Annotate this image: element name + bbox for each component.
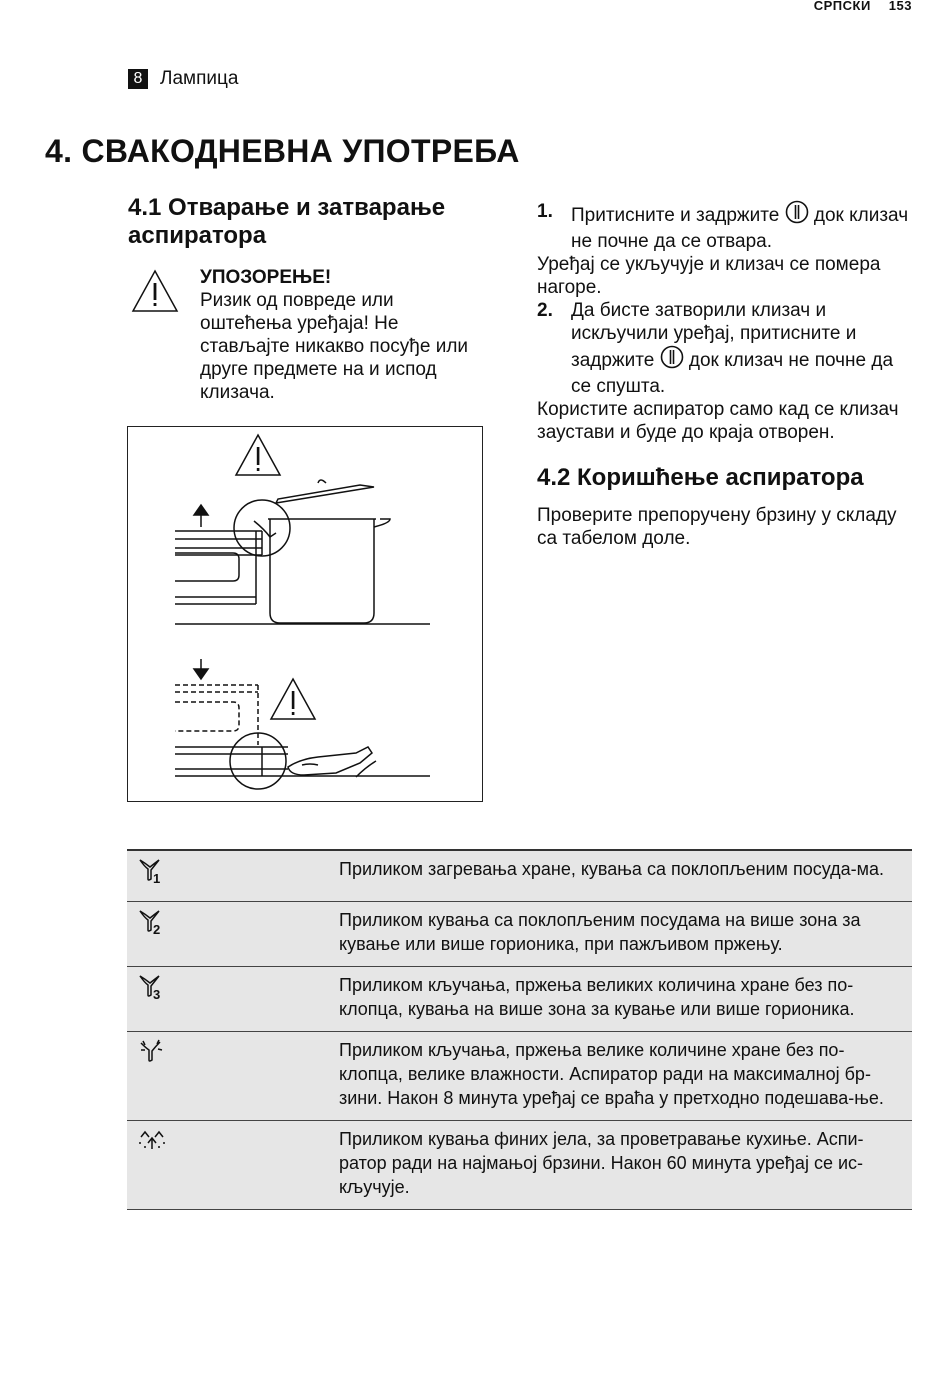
speed-icon-cell: [127, 850, 331, 902]
legend-item-number: 8: [128, 69, 148, 89]
instructions-column: [537, 200, 917, 550]
fan-speed-3-icon: [135, 985, 169, 1005]
legend-item-label: Лампица: [160, 68, 239, 89]
table-row: [127, 967, 912, 1032]
section-42-title: 4.2 Коришћење аспиратора: [537, 464, 864, 491]
step-2: [537, 299, 917, 398]
fan-speed-table: [127, 849, 912, 1210]
slider-drawing: [128, 427, 482, 801]
speed-description: Приликом кувања са поклопљеним посудама на више зона за кување или више горионика, при пажљивом пржењу.: [331, 902, 912, 967]
step-1-note: Уређај се укључује и клизач се помера нагоре.: [537, 254, 881, 298]
step-2-number: 2.: [537, 300, 553, 321]
section-42: [537, 464, 917, 550]
section-41-title: 4.1 Отварање и затварање аспиратора: [128, 194, 446, 249]
section-42-text: Проверите препоручену брзину у складу са табелом доле.: [537, 505, 897, 549]
header-language: СРПСКИ: [813, 0, 871, 13]
svg-text:3: 3: [153, 987, 161, 1001]
chapter-title: 4. СВАКОДНЕВНА УПОТРЕБА: [45, 133, 520, 169]
speed-icon-cell: [127, 902, 331, 967]
step-2-text-before: Да бисте затворили клизач и искључили уређај, притисните и задржите: [571, 300, 857, 371]
step-1: [537, 200, 917, 253]
step-1-number: 1.: [537, 201, 553, 222]
warning-text: Ризик од повреде или оштећења уређаја! Не стављајте никакво посуђе или друге предмете на и испод клизача.: [200, 290, 469, 403]
speed-icon-cell: [127, 1121, 331, 1210]
power-icon: [785, 200, 809, 230]
speed-description: Приликом кувања финих јела, за проветравање кухиње. Аспи-ратор ради на најмањој брзини. Након 60 минута уређај се ис-кључује.: [331, 1121, 912, 1210]
speed-icon-cell: [127, 967, 331, 1032]
power-icon: [660, 345, 684, 375]
section-41: [128, 194, 488, 250]
svg-text:2: 2: [153, 922, 161, 936]
page-header: [814, 0, 912, 13]
fan-speed-1-icon: [135, 869, 169, 889]
speed-description: Приликом кључања, пржења велике количине хране без по-клопца, велике влажности. Аспиратор ради на максималној бр-зини. Након 8 минута уређај се враћа у претходно подешава-ње.: [331, 1032, 912, 1121]
svg-text:1: 1: [153, 871, 161, 885]
slider-illustration: [127, 426, 483, 802]
page-number: 153: [888, 0, 912, 13]
step-1-text-after: док клизач не почне да се отвара.: [571, 205, 909, 252]
fan-boost-icon: [135, 1050, 169, 1070]
fan-breeze-icon: [135, 1139, 169, 1159]
step-2-note: Користите аспиратор само кад се клизач заустави и буде до краја отворен.: [537, 399, 899, 443]
step-1-text-before: Притисните и задржите: [571, 205, 780, 226]
fan-speed-2-icon: [135, 920, 169, 940]
warning-title: УПОЗОРЕЊЕ!: [200, 267, 332, 288]
speed-icon-cell: [127, 1032, 331, 1121]
speed-description: Приликом загревања хране, кувања са поклопљеним посуда-ма.: [331, 850, 912, 902]
table-row: [127, 850, 912, 902]
legend-item: [128, 68, 238, 90]
step-2-text-after: док клизач не почне да се спушта.: [571, 350, 894, 397]
warning-triangle-icon: [130, 268, 180, 319]
table-row: [127, 902, 912, 967]
table-row: [127, 1121, 912, 1210]
table-row: [127, 1032, 912, 1121]
speed-description: Приликом кључања, пржења великих количина хране без по-клопца, кувања на више зона за кување или више горионика.: [331, 967, 912, 1032]
